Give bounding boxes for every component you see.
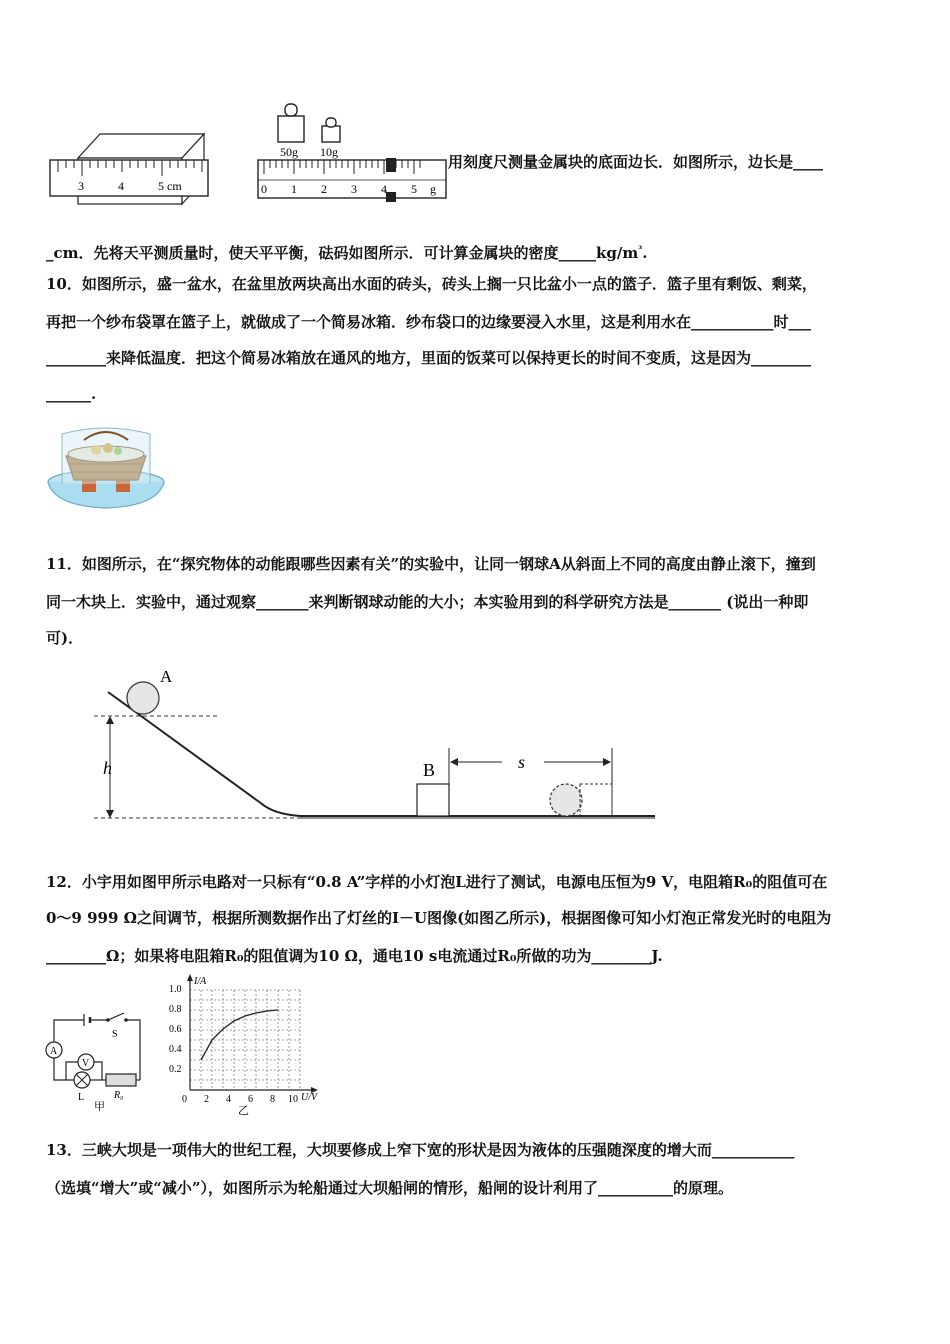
scale-tick-1: 1 (291, 182, 297, 196)
ball-label-A: A (160, 667, 173, 686)
ruler-tick-4: 4 (118, 179, 124, 193)
q9-text-line-2-end: . (642, 244, 648, 262)
voltmeter-label-V: V (82, 1058, 90, 1069)
x-tick-10: 10 (288, 1094, 298, 1105)
q10-text-line-2: 再把一个纱布袋罩在篮子上，就做成了一个简易冰箱．纱布袋口的边缘要浸入水里，这是利用水在___________时___ (46, 313, 812, 331)
weight-10g-label: 10g (320, 145, 338, 159)
q10-text-line-1: 10．如图所示，盛一盆水，在盆里放两块高出水面的砖头，砖头上搁一只比盆小一点的篮子．篮子里有剩饭、剩菜， (46, 275, 817, 293)
iu-curve (201, 1010, 278, 1060)
x-tick-4: 4 (226, 1094, 231, 1105)
y-tick-0.8: 0.8 (169, 1004, 182, 1015)
scale-tick-3: 3 (351, 182, 357, 196)
circuit-caption: 甲 (94, 1101, 105, 1113)
ammeter-label-A: A (50, 1046, 58, 1057)
y-tick-1.0: 1.0 (169, 984, 182, 995)
q12-text-line-2: 0～9 999 Ω之间调节，根据所测数据作出了灯丝的I－U图像(如图乙所示)，根据图像可知小灯泡正常发光时的电阻为 (46, 909, 832, 927)
q10-text-line-3: ________来降低温度．把这个简易冰箱放在通风的地方，里面的饭菜可以保持更长的时间不变质，这是因为________ (46, 349, 812, 367)
q9-superscript: ³ (638, 245, 643, 255)
y-axis-label: I/A (194, 976, 207, 987)
lamp-label-L: L (78, 1092, 85, 1103)
q9-text-line-2-main: _cm．先将天平测质量时，使天平平衡，砝码如图所示．可计算金属块的密度_____kg/m (46, 244, 639, 262)
switch-label-S: S (112, 1029, 118, 1040)
simple-fridge-illustration (44, 420, 168, 512)
ruler-block-figure (44, 128, 214, 212)
y-tick-0.4: 0.4 (169, 1044, 182, 1055)
ruler-tick-3: 3 (78, 179, 84, 193)
resistor-label-R0: R₀ (114, 1090, 124, 1101)
distance-label-s: s (518, 752, 526, 772)
scale-tick-5: 5 (411, 182, 417, 196)
q10-text-line-4: ______. (46, 385, 97, 403)
scale-tick-4: 4 (381, 182, 387, 196)
q13-text-line-2: （选填“增大”或“减小”），如图所示为轮船通过大坝船闸的情形，船闸的设计利用了__________的原理。 (46, 1179, 734, 1197)
circuit-diagram (44, 1010, 154, 1114)
chart-caption: 乙 (238, 1105, 249, 1117)
origin-label: 0 (182, 1094, 187, 1105)
y-tick-0.6: 0.6 (169, 1024, 182, 1035)
q12-text-line-1: 12．小宇用如图甲所示电路对一只标有“0.8 A”字样的小灯泡L进行了测试，电源电压恒为9 V，电阻箱R₀的阻值可在 (46, 873, 828, 891)
weight-50g-label: 50g (280, 145, 298, 159)
balance-figure (250, 98, 450, 208)
x-axis-label: U/V (301, 1092, 318, 1103)
q12-text-line-3: ________Ω；如果将电阻箱R₀的阻值调为10 Ω，通电10 s电流通过R₀所做的功为________J. (46, 947, 663, 965)
height-label-h: h (103, 758, 112, 778)
y-axis-arrow (187, 974, 193, 981)
scale-tick-2: 2 (321, 182, 327, 196)
chart-grid (190, 990, 300, 1090)
ruler-tick-5: 5 cm (158, 179, 182, 193)
q13-text-line-1: 13．三峡大坝是一项伟大的世纪工程，大坝要修成上窄下宽的形状是因为液体的压强随深度的增大而___________ (46, 1141, 795, 1159)
x-tick-8: 8 (270, 1094, 275, 1105)
q11-text-line-2: 同一木块上．实验中，通过观察_______来判断钢球动能的大小；本实验用到的科学研究方法是_______ (说出一种即 (46, 593, 809, 611)
x-tick-2: 2 (204, 1094, 209, 1105)
block-label-B: B (423, 760, 436, 780)
q9-text-line-1: 用刻度尺测量金属块的底面边长．如图所示，边长是____ (448, 153, 824, 171)
scale-unit-g: g (430, 182, 436, 196)
q9-text-line-2 (46, 240, 647, 263)
q11-text-line-1: 11．如图所示，在“探究物体的动能跟哪些因素有关”的实验中，让同一钢球A从斜面上不同的高度由静止滚下，撞到 (46, 555, 816, 573)
scale-tick-0: 0 (261, 182, 267, 196)
slope-experiment-figure (90, 664, 660, 824)
y-tick-0.2: 0.2 (169, 1064, 182, 1075)
q11-text-line-3: 可)． (46, 629, 84, 647)
x-tick-6: 6 (248, 1094, 253, 1105)
iu-graph (166, 972, 326, 1118)
